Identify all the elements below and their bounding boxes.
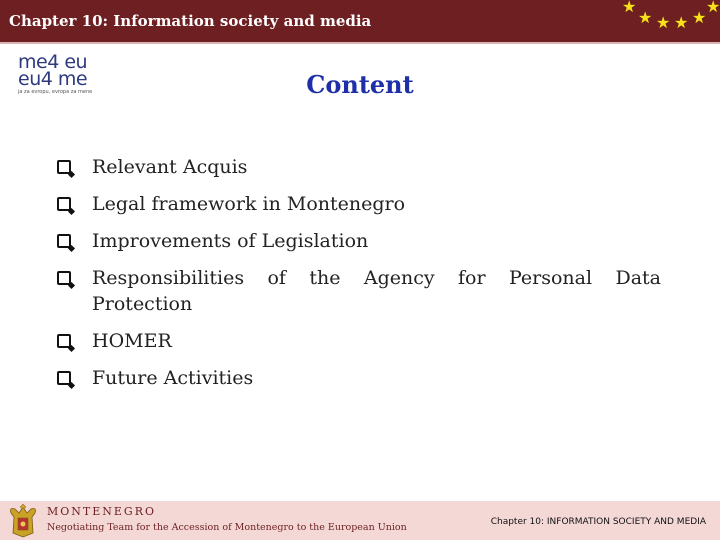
footer-team: Negotiating Team for the Accession of Montenegro to the European Union	[47, 522, 407, 533]
list-item: Legal framework in Montenegro	[57, 191, 661, 217]
list-item: HOMER	[57, 328, 661, 354]
checkbox-bullet-icon	[57, 334, 71, 348]
logo-line-1: me4 eu	[18, 51, 88, 73]
star-icon: ★	[674, 13, 689, 32]
star-icon: ★	[638, 8, 653, 27]
list-item: Relevant Acquis	[57, 154, 661, 180]
star-icon: ★	[706, 0, 720, 16]
checkbox-bullet-icon	[57, 160, 71, 174]
star-icon: ★	[656, 13, 671, 32]
list-item: Future Activities	[57, 365, 661, 391]
coat-of-arms-icon	[5, 503, 41, 539]
checkbox-bullet-icon	[57, 234, 71, 248]
footer-chapter: Chapter 10: INFORMATION SOCIETY AND MEDIA	[490, 517, 706, 527]
footer-bar	[0, 501, 720, 540]
star-icon: ★	[622, 0, 637, 16]
logo-line-2: eu4 me	[18, 68, 88, 90]
checkbox-bullet-icon	[57, 271, 71, 285]
checkbox-bullet-icon	[57, 371, 71, 385]
eu-stars	[610, 0, 720, 40]
footer-country: MONTENEGRO	[47, 505, 157, 518]
logo-tagline: ja za evropu, evropa za mene	[18, 89, 93, 95]
list-item	[57, 265, 661, 317]
page-title: Content	[306, 70, 414, 99]
content-list	[57, 154, 661, 402]
star-icon: ★	[692, 8, 707, 27]
checkbox-bullet-icon	[57, 197, 71, 211]
header-title: Chapter 10: Information society and media	[9, 12, 372, 30]
header-bar	[0, 0, 720, 44]
list-item: Improvements of Legislation	[57, 228, 661, 254]
list-item-text: Responsibilities of the Agency for Personal Data Protection	[92, 267, 661, 315]
